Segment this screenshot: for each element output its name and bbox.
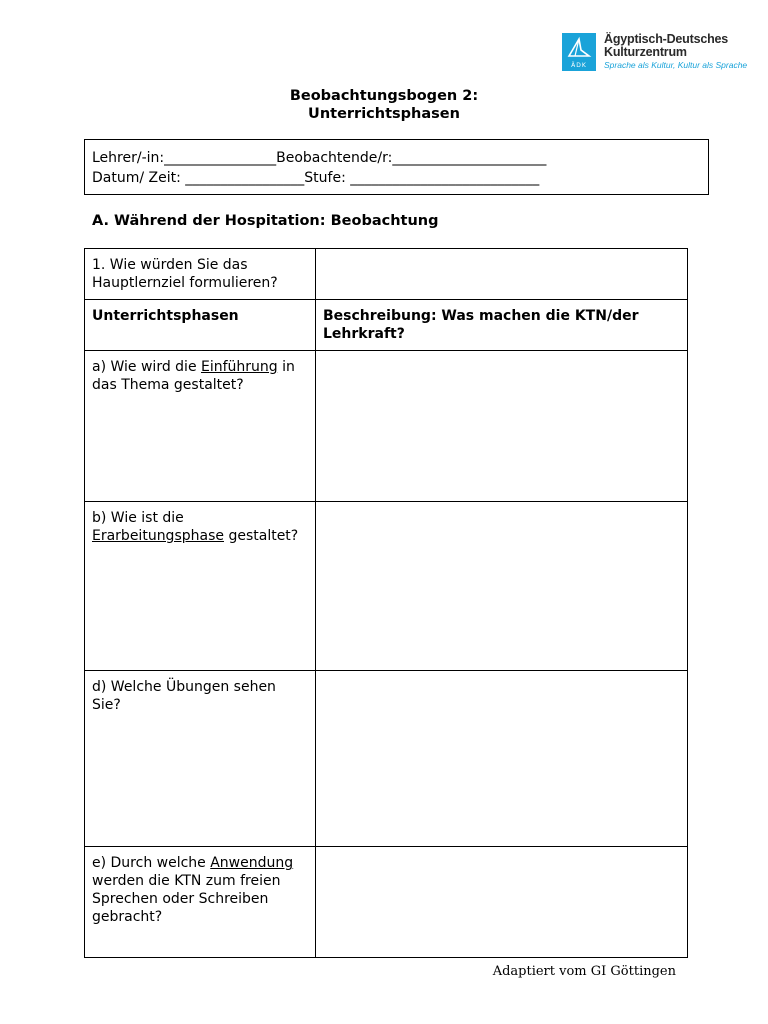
answer-cell[interactable]	[316, 249, 688, 300]
logo-name-line2: Kulturzentrum	[604, 44, 687, 59]
observation-table	[84, 248, 688, 958]
question-elaboration	[85, 502, 316, 671]
question-text: in das Thema gestaltet?	[92, 359, 295, 393]
question-exercises	[85, 671, 316, 847]
logo-name-line1: Ägyptisch-Deutsches	[604, 32, 729, 46]
table-row	[85, 847, 688, 958]
header-description: Beschreibung: Was machen die KTN/der Lehrkraft?	[316, 300, 688, 351]
question-text: b) Wie ist die	[92, 510, 184, 526]
table-row	[85, 671, 688, 847]
question-introduction	[85, 351, 316, 502]
info-row-date-level: Datum/ Zeit: _________________Stufe: ___________________________	[92, 170, 540, 186]
table-row	[85, 351, 688, 502]
footer-credit: Adaptiert vom GI Göttingen	[492, 964, 676, 979]
logo	[562, 33, 747, 71]
question-keyword: Erarbeitungsphase	[92, 528, 224, 544]
question-text: gestaltet?	[224, 528, 299, 544]
answer-cell[interactable]	[316, 847, 688, 958]
info-row-teacher-observer: Lehrer/-in:________________Beobachtende/r:______________________	[92, 150, 547, 166]
question-keyword: Einführung	[201, 359, 278, 375]
table-row	[85, 502, 688, 671]
table-header-row	[85, 300, 688, 351]
question-keyword: Anwendung	[210, 855, 294, 871]
question-application	[85, 847, 316, 958]
page-title	[0, 87, 768, 123]
question-text: d) Welche Übungen sehen Sie?	[92, 679, 276, 713]
logo-abbr: ÄDK	[571, 62, 587, 69]
logo-mark	[562, 33, 596, 71]
logo-tagline: Sprache als Kultur, Kultur als Sprache	[604, 60, 748, 70]
info-box	[84, 139, 709, 195]
question-text: a) Wie wird die	[92, 359, 202, 375]
question-main-goal: 1. Wie würden Sie das Hauptlernziel formulieren?	[85, 249, 316, 300]
section-heading-a: A. Während der Hospitation: Beobachtung	[92, 213, 439, 229]
title-line2: Unterrichtsphasen	[308, 106, 460, 122]
answer-cell[interactable]	[316, 671, 688, 847]
question-text: werden die KTN zum freien Sprechen oder Schreiben gebracht?	[92, 873, 281, 925]
title-line1: Beobachtungsbogen 2:	[289, 88, 479, 104]
table-row	[85, 249, 688, 300]
question-text: e) Durch welche	[92, 855, 211, 871]
sail-figure-icon	[565, 36, 593, 60]
header-phases: Unterrichtsphasen	[85, 300, 316, 351]
answer-cell[interactable]	[316, 502, 688, 671]
answer-cell[interactable]	[316, 351, 688, 502]
